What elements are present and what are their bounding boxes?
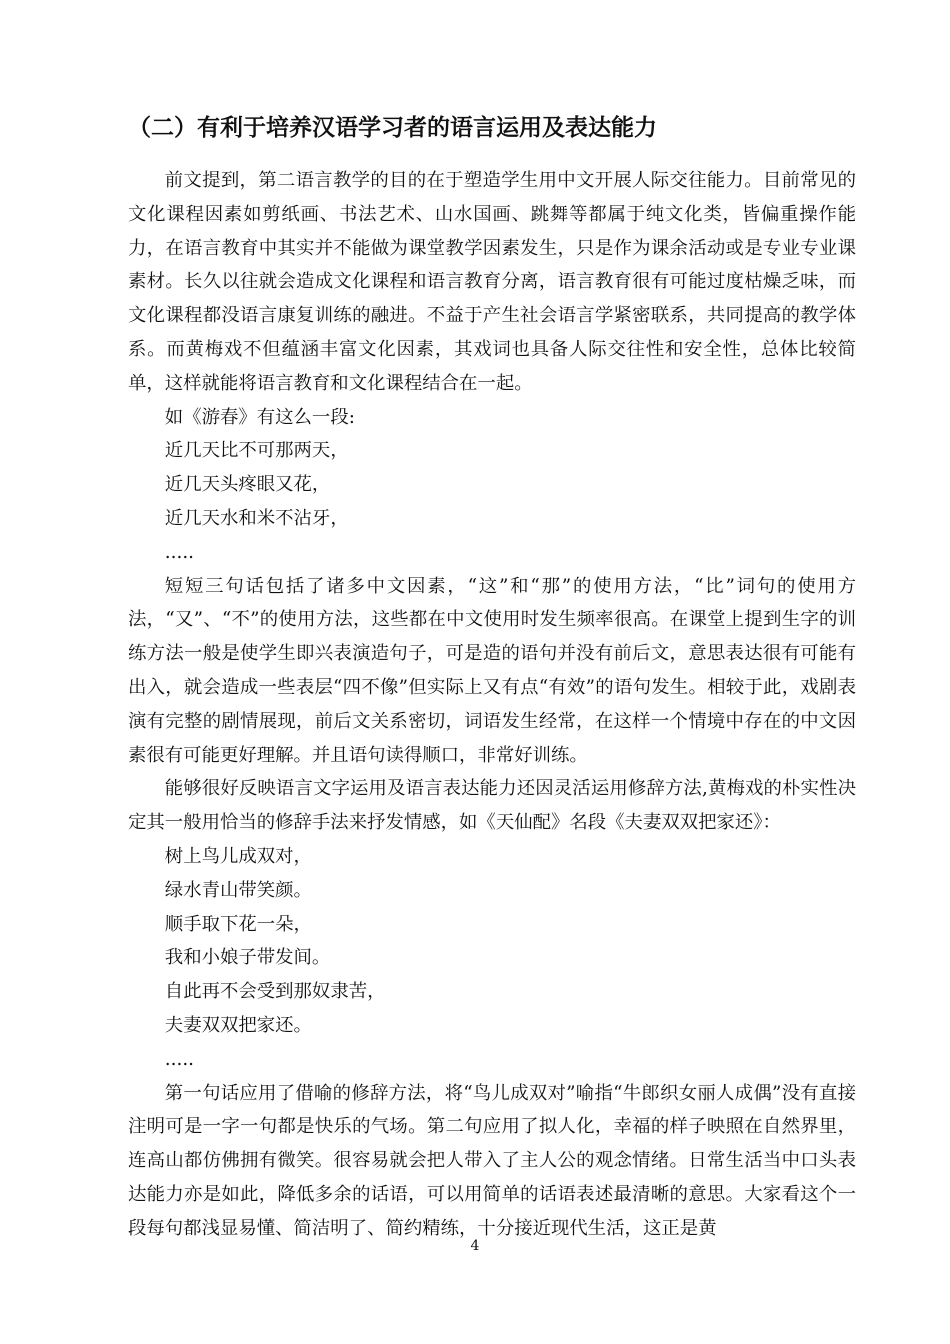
verse-ellipsis: ..... (164, 1048, 195, 1070)
verse-line: 树上鸟儿成双对， (164, 845, 312, 867)
verse-line: 夫妻双双把家还。 (164, 1014, 312, 1036)
paragraph-intro: 前文提到，第二语言教学的目的在于塑造学生用中文开展人际交往能力。目前常见的文化课程因素如剪纸画、书法艺术、山水国画、跳舞等都属于纯文化类，皆偏重操作能力，在语言教育中其实并不能做为课堂教学因素发生，只是作为课余活动或是专业专业课素材。长久以往就会造成文化课程和语言教育分离，语言教育很有可能过度枯燥乏味，而文化课程都没语言康复训练的融进。不益于产生社会语言学紧密联系，共同提高的教学体系。而黄梅戏不但蕴涵丰富文化因素，其戏词也具备人际交往性和安全性，总体比较简单，这样就能将语言教育和文化课程结合在一起。 (128, 170, 856, 394)
paragraph-conclusion: 第一句话应用了借喻的修辞方法，将“鸟儿成双对”喻指“牛郎织女丽人成偶”没有直接注明可是一字一句都是快乐的气场。第二句应用了拟人化，幸福的样子映照在自然界里，连高山都仿佛拥有微笑。很容易就会把人带入了主人公的观念情绪。日常生活当中口头表达能力亦是如此，降低多余的话语，可以用简单的话语表述最清晰的意思。大家看这个一段每句都浅显易懂、简洁明了、简约精练，十分接近现代生活，这正是黄 (128, 1082, 856, 1239)
verse-line: 近几天头疼眼又花， (164, 474, 331, 496)
paragraph-rhetoric: 能够很好反映语言文字运用及语言表达能力还因灵活运用修辞方法,黄梅戏的朴实性决定其一般用恰当的修辞手法来抒发情感，如《天仙配》名段《夫妻双双把家还》： (128, 778, 856, 834)
verse-line: 近几天比不可那两天， (164, 440, 349, 462)
verse-line: 自此再不会受到那奴隶苦， (164, 981, 386, 1003)
paragraph-analysis: 短短三句话包括了诸多中文因素，“这”和“那”的使用方法，“比”词句的使用方法，“又”、“不”的使用方法，这些都在中文使用时发生频率很高。在课堂上提到生字的训练方法一般是使学生即兴表演造句子，可是造的语句并没有前后文，意思表达很有可能有出入，就会造成一些表层“四不像”但实际上又有点“有效”的语句发生。相较于此，戏剧表演有完整的剧情展现，前后文关系密切，词语发生经常，在这样一个情境中存在的中文因素很有可能更好理解。并且语句读得顺口，非常好训练。 (128, 575, 856, 766)
verse-line: 顺手取下花一朵， (164, 913, 312, 935)
page-number: 4 (470, 1238, 480, 1254)
verse-line: 近几天水和米不沾牙， (164, 507, 349, 529)
section-heading: （二）有利于培养汉语学习者的语言运用及表达能力 (128, 115, 657, 141)
body-text (128, 164, 856, 1246)
verse-line: 我和小娘子带发间。 (164, 947, 331, 969)
paragraph-example-lead: 如《游春》有这么一段: (164, 406, 355, 428)
verse-ellipsis: ..... (164, 541, 195, 563)
verse-line: 绿水青山带笑颜。 (164, 879, 312, 901)
